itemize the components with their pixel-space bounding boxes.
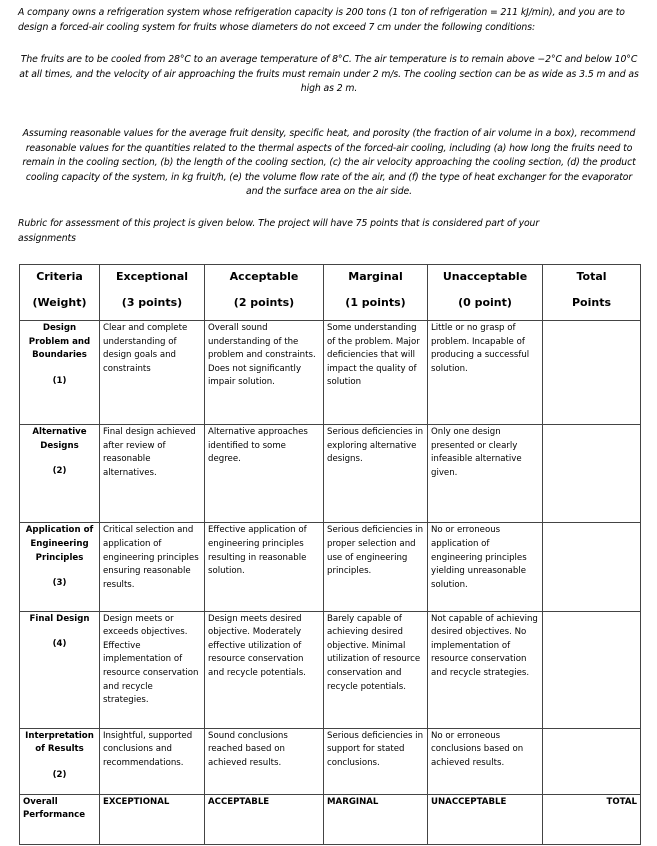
overall-acceptable: ACCEPTABLE	[205, 794, 324, 844]
marginal-cell: Serious deficiencies in support for stated conclusions.	[324, 728, 428, 794]
total-points-cell	[543, 425, 641, 523]
total-points-cell	[543, 523, 641, 611]
rubric-table	[19, 264, 641, 845]
header-unacceptable: Unacceptable (0 point)	[428, 265, 543, 321]
exceptional-cell: Clear and complete understanding of design goals and constraints	[100, 321, 205, 425]
overall-exceptional: EXCEPTIONAL	[100, 794, 205, 844]
intro-text-1: A company owns a refrigeration system whose refrigeration capacity is 200 tons (1 ton of refrigeration = 211 kJ/min), and you are to design a forced-air cooling system for fruits whose diameters do not exceed 7 cm under the following conditions:	[18, 7, 625, 33]
intro-text-3: Assuming reasonable values for the average fruit density, specific heat, and porosity (the fraction of air volume in a box), recommend reasonable values for the quantities related to the thermal aspects of the forced-air cooling, including (a) how long the fruits need to remain in the cooling section, (b) the length of the cooling section, (c) the air velocity approaching the cooling section, (d) the product cooling capacity of the system, in kg fruit/h, (e) the volume flow rate of the air, and (f) the type of heat exchanger for the evaporator and the surface area on the air side.	[22, 128, 636, 198]
unacceptable-cell: Not capable of achieving desired objectives. No implementation of resource conservation and recycle strategies.	[428, 611, 543, 728]
table-row	[20, 523, 641, 611]
table-row	[20, 321, 641, 425]
marginal-cell: Some understanding of the problem. Major deficiencies that will impact the quality of solution	[324, 321, 428, 425]
overall-total: TOTAL	[543, 794, 641, 844]
intro-text-2: The fruits are to be cooled from 28°C to an average temperature of 8°C. The air temperature is to remain above −2°C and below 10°C at all times, and the velocity of air approaching the fruits must remain under 2 m/s. The cooling section can be as wide as 3.5 m and as high as 2 m.	[19, 54, 639, 95]
total-points-cell	[543, 611, 641, 728]
total-points-cell	[543, 728, 641, 794]
acceptable-cell: Sound conclusions reached based on achieved results.	[205, 728, 324, 794]
header-criteria: Criteria (Weight)	[20, 265, 100, 321]
unacceptable-cell: No or erroneous application of engineering principles yielding unreasonable solution.	[428, 523, 543, 611]
acceptable-cell: Alternative approaches identified to some degree.	[205, 425, 324, 523]
acceptable-cell: Design meets desired objective. Moderately effective utilization of resource conservation and recycle potentials.	[205, 611, 324, 728]
unacceptable-cell: No or erroneous conclusions based on achieved results.	[428, 728, 543, 794]
header-marginal: Marginal (1 points)	[324, 265, 428, 321]
exceptional-cell: Design meets or exceeds objectives. Effective implementation of resource conservation and recycle strategies.	[100, 611, 205, 728]
criterion-cell: Design Problem and Boundaries (1)	[20, 321, 100, 425]
marginal-cell: Serious deficiencies in exploring alternative designs.	[324, 425, 428, 523]
exceptional-cell: Critical selection and application of engineering principles ensuring reasonable results.	[100, 523, 205, 611]
header-exceptional: Exceptional (3 points)	[100, 265, 205, 321]
exceptional-cell: Final design achieved after review of reasonable alternatives.	[100, 425, 205, 523]
overall-performance-label: Overall Performance	[20, 794, 100, 844]
acceptable-cell: Overall sound understanding of the problem and constraints. Does not significantly impair solution.	[205, 321, 324, 425]
intro-text-4: Rubric for assessment of this project is given below. The project will have 75 points that is considered part of your assignments	[18, 218, 540, 244]
criterion-cell: Final Design (4)	[20, 611, 100, 728]
table-header-row	[20, 265, 641, 321]
overall-row	[20, 794, 641, 844]
intro-paragraph-1	[18, 6, 640, 35]
acceptable-cell: Effective application of engineering principles resulting in reasonable solution.	[205, 523, 324, 611]
criterion-cell: Interpretation of Results (2)	[20, 728, 100, 794]
header-acceptable: Acceptable (2 points)	[205, 265, 324, 321]
overall-unacceptable: UNACCEPTABLE	[428, 794, 543, 844]
unacceptable-cell: Only one design presented or clearly infeasible alternative given.	[428, 425, 543, 523]
intro-paragraph-3	[18, 127, 640, 200]
overall-marginal: MARGINAL	[324, 794, 428, 844]
exceptional-cell: Insightful, supported conclusions and recommendations.	[100, 728, 205, 794]
intro-paragraph-4	[18, 217, 593, 246]
table-row	[20, 425, 641, 523]
marginal-cell: Barely capable of achieving desired objective. Minimal utilization of resource conservation and recycle potentials.	[324, 611, 428, 728]
unacceptable-cell: Little or no grasp of problem. Incapable of producing a successful solution.	[428, 321, 543, 425]
table-row	[20, 611, 641, 728]
criterion-cell: Alternative Designs (2)	[20, 425, 100, 523]
total-points-cell	[543, 321, 641, 425]
criterion-cell: Application of Engineering Principles (3)	[20, 523, 100, 611]
intro-paragraph-2	[18, 53, 640, 97]
table-row	[20, 728, 641, 794]
header-total: Total Points	[543, 265, 641, 321]
marginal-cell: Serious deficiencies in proper selection and use of engineering principles.	[324, 523, 428, 611]
